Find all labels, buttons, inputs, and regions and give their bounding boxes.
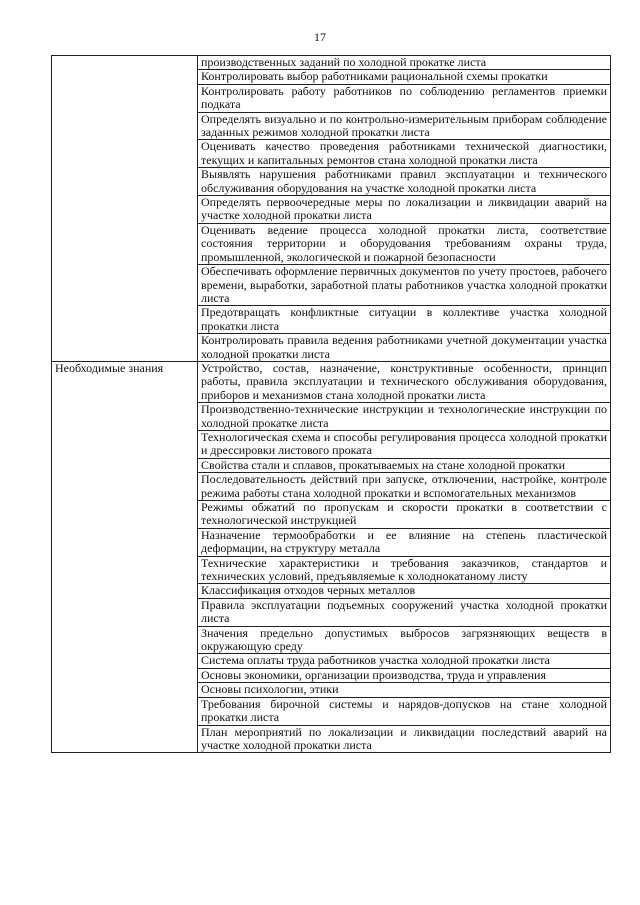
requirement-item: Предотвращать конфликтные ситуации в коллективе участка холодной прокатки листа	[198, 306, 611, 334]
requirement-item: Контролировать работу работников по соблюдению регламентов приемки подката	[198, 84, 611, 112]
requirement-item: Технические характеристики и требования заказчиков, стандартов и технических условий, предъявляемые к холоднокатаному листу	[198, 556, 611, 584]
requirement-item: Основы экономики, организации производства, труда и управления	[198, 668, 611, 682]
requirement-item: Контролировать правила ведения работниками учетной документации участка холодной прокатки листа	[198, 334, 611, 362]
requirement-item: Свойства стали и сплавов, прокатываемых на стане холодной прокатки	[198, 458, 611, 472]
requirement-item: Производственно-технические инструкции и технологические инструкции по холодной прокатке листа	[198, 403, 611, 431]
requirement-item: Устройство, состав, назначение, конструктивные особенности, принцип работы, правила эксплуатации и технического обслуживания оборудования, приборов и механизмов стана холодной прокатки листа	[198, 361, 611, 402]
requirement-item: Режимы обжатий по пропускам и скорости прокатки в соответствии с технологической инструкцией	[198, 501, 611, 529]
requirement-item: Классификация отходов черных металлов	[198, 584, 611, 598]
section-label: Необходимые знания	[52, 361, 198, 752]
requirement-item: Значения предельно допустимых выбросов загрязняющих веществ в окружающую среду	[198, 626, 611, 654]
requirement-item: План мероприятий по локализации и ликвидации последствий аварий на участке холодной прокатки листа	[198, 725, 611, 753]
table-row	[52, 56, 611, 70]
requirement-item: Определять визуально и по контрольно-измерительным приборам соблюдение заданных режимов холодной прокатки листа	[198, 112, 611, 140]
requirement-item: Оценивать ведение процесса холодной прокатки листа, соответствие состояния территории и оборудования требованиям охраны труда, промышленной, экологической и пожарной безопасности	[198, 223, 611, 264]
requirement-item: Обеспечивать оформление первичных документов по учету простоев, рабочего времени, выработки, заработной платы работников участка холодной прокатки листа	[198, 265, 611, 306]
requirement-item: Правила эксплуатации подъемных сооружений участка холодной прокатки листа	[198, 598, 611, 626]
requirement-item: Требования бирочной системы и нарядов-допусков на стане холодной прокатки листа	[198, 697, 611, 725]
requirements-table	[51, 55, 611, 753]
requirement-item: производственных заданий по холодной прокатке листа	[198, 56, 611, 70]
page-number: 17	[314, 30, 326, 44]
requirement-item: Основы психологии, этики	[198, 683, 611, 697]
requirement-item: Технологическая схема и способы регулирования процесса холодной прокатки и дрессировки листового проката	[198, 430, 611, 458]
table-row	[52, 361, 611, 402]
requirement-item: Определять первоочередные меры по локализации и ликвидации аварий на участке холодной прокатки листа	[198, 196, 611, 224]
requirement-item: Система оплаты труда работников участка холодной прокатки листа	[198, 654, 611, 668]
requirement-item: Назначение термообработки и ее влияние на степень пластической деформации, на структуру металла	[198, 528, 611, 556]
requirement-item: Последовательность действий при запуске, отключении, настройке, контроле режима работы стана холодной прокатки и вспомогательных механизмов	[198, 473, 611, 501]
requirement-item: Оценивать качество проведения работниками технической диагностики, текущих и капитальных ремонтов стана холодной прокатки листа	[198, 140, 611, 168]
requirement-item: Контролировать выбор работниками рациональной схемы прокатки	[198, 70, 611, 84]
requirement-item: Выявлять нарушения работниками правил эксплуатации и технического обслуживания оборудования на участке холодной прокатки листа	[198, 168, 611, 196]
section-label	[52, 56, 198, 362]
